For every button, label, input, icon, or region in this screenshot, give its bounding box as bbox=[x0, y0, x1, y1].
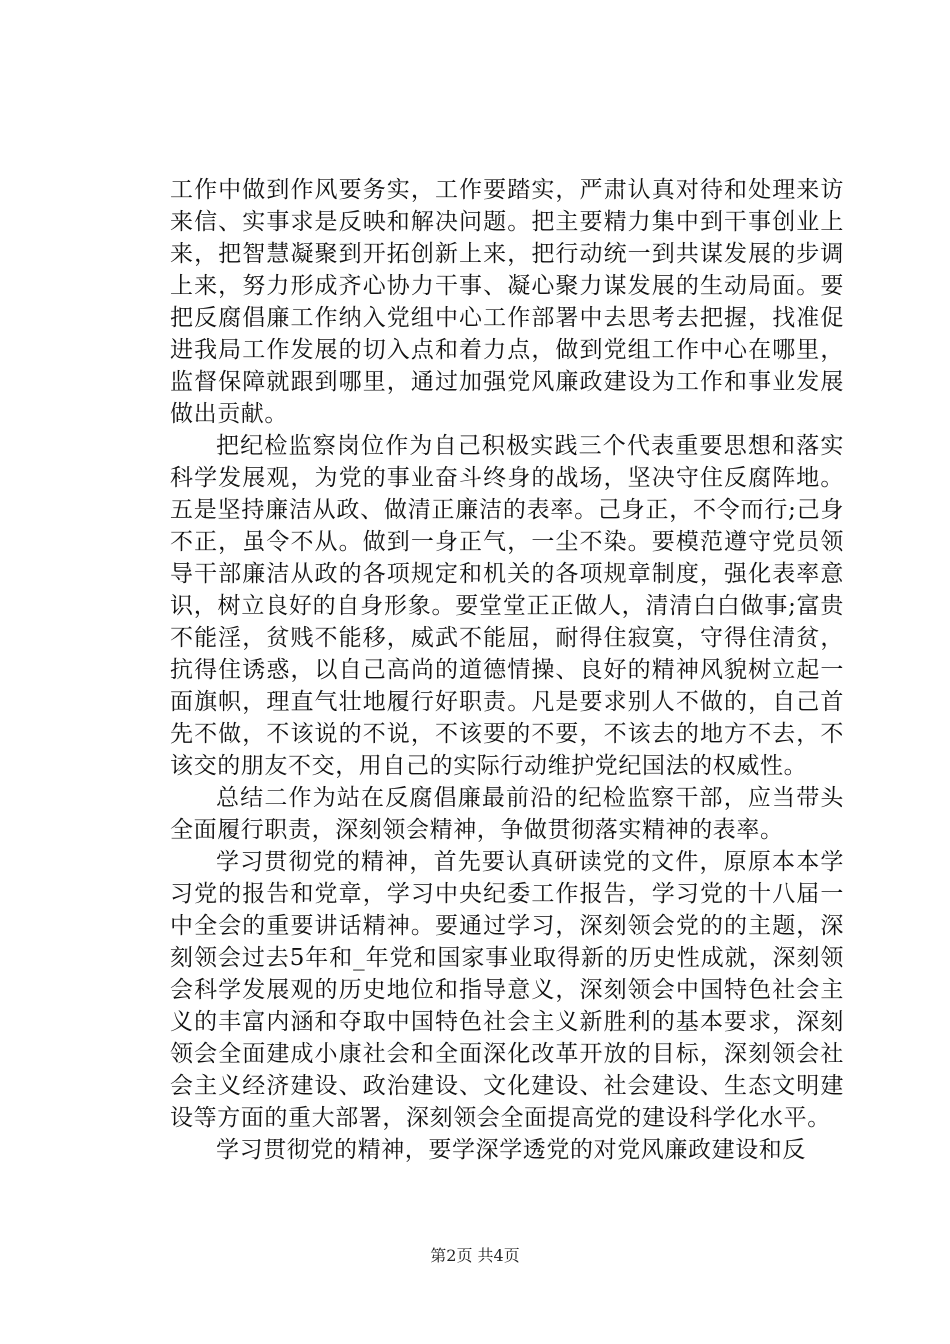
paragraph-5: 学习贯彻党的精神，要学深学透党的对党风廉政建设和反 bbox=[216, 1137, 806, 1163]
page-footer: 第2页 共4页 bbox=[430, 1246, 520, 1265]
paragraph-2: 把纪检监察岗位作为自己积极实践三个代表重要思想和落实科学发展观，为党的事业奋斗终身的战场，坚决守住反腐阵地。五是坚持廉洁从政、做清正廉洁的表率。己身正，不令而行;己身不正，虽令不从。做到一身正气，一尘不染。要模范遵守党员领导干部廉洁从政的各项规定和机关的各项规章制度，强化表率意识，树立良好的自身形象。要堂堂正正做人，清清白白做事;富贵不能淫，贫贱不能移，威武不能屈，耐得住寂寞，守得住清贫，抗得住诱惑，以自己高尚的道德情操、良好的精神风貌树立起一面旗帜，理直气壮地履行好职责。凡是要求别人不做的，自己首先不做，不该说的不说，不该要的不要，不该去的地方不去，不该交的朋友不交，用自己的实际行动维护党纪国法的权威性。 bbox=[170, 433, 844, 779]
paragraph-3: 总结二作为站在反腐倡廉最前沿的纪检监察干部，应当带头全面履行职责，深刻领会精神，争做贯彻落实精神的表率。 bbox=[170, 785, 844, 843]
paragraph-1: 工作中做到作风要务实，工作要踏实，严肃认真对待和处理来访来信、实事求是反映和解决问题。把主要精力集中到干事创业上来，把智慧凝聚到开拓创新上来，把行动统一到共谋发展的步调上来，努力形成齐心协力干事、凝心聚力谋发展的生动局面。要把反腐倡廉工作纳入党组中心工作部署中去思考去把握，找准促进我局工作发展的切入点和着力点，做到党组工作中心在哪里，监督保障就跟到哪里，通过加强党风廉政建设为工作和事业发展做出贡献。 bbox=[170, 177, 844, 427]
paragraph-4: 学习贯彻党的精神，首先要认真研读党的文件，原原本本学习党的报告和党章，学习中央纪委工作报告，学习党的十八届一中全会的重要讲话精神。要通过学习，深刻领会党的的主题，深刻领会过去5年和_年党和国家事业取得新的历史性成就，深刻领会科学发展观的历史地位和指导意义，深刻领会中国特色社会主义的丰富内涵和夺取中国特色社会主义新胜利的基本要求，深刻领会全面建成小康社会和全面深化改革开放的目标，深刻领会社会主义经济建设、政治建设、文化建设、社会建设、生态文明建设等方面的重大部署，深刻领会全面提高党的建设科学化水平。 bbox=[170, 849, 844, 1131]
document-body bbox=[170, 174, 844, 1166]
